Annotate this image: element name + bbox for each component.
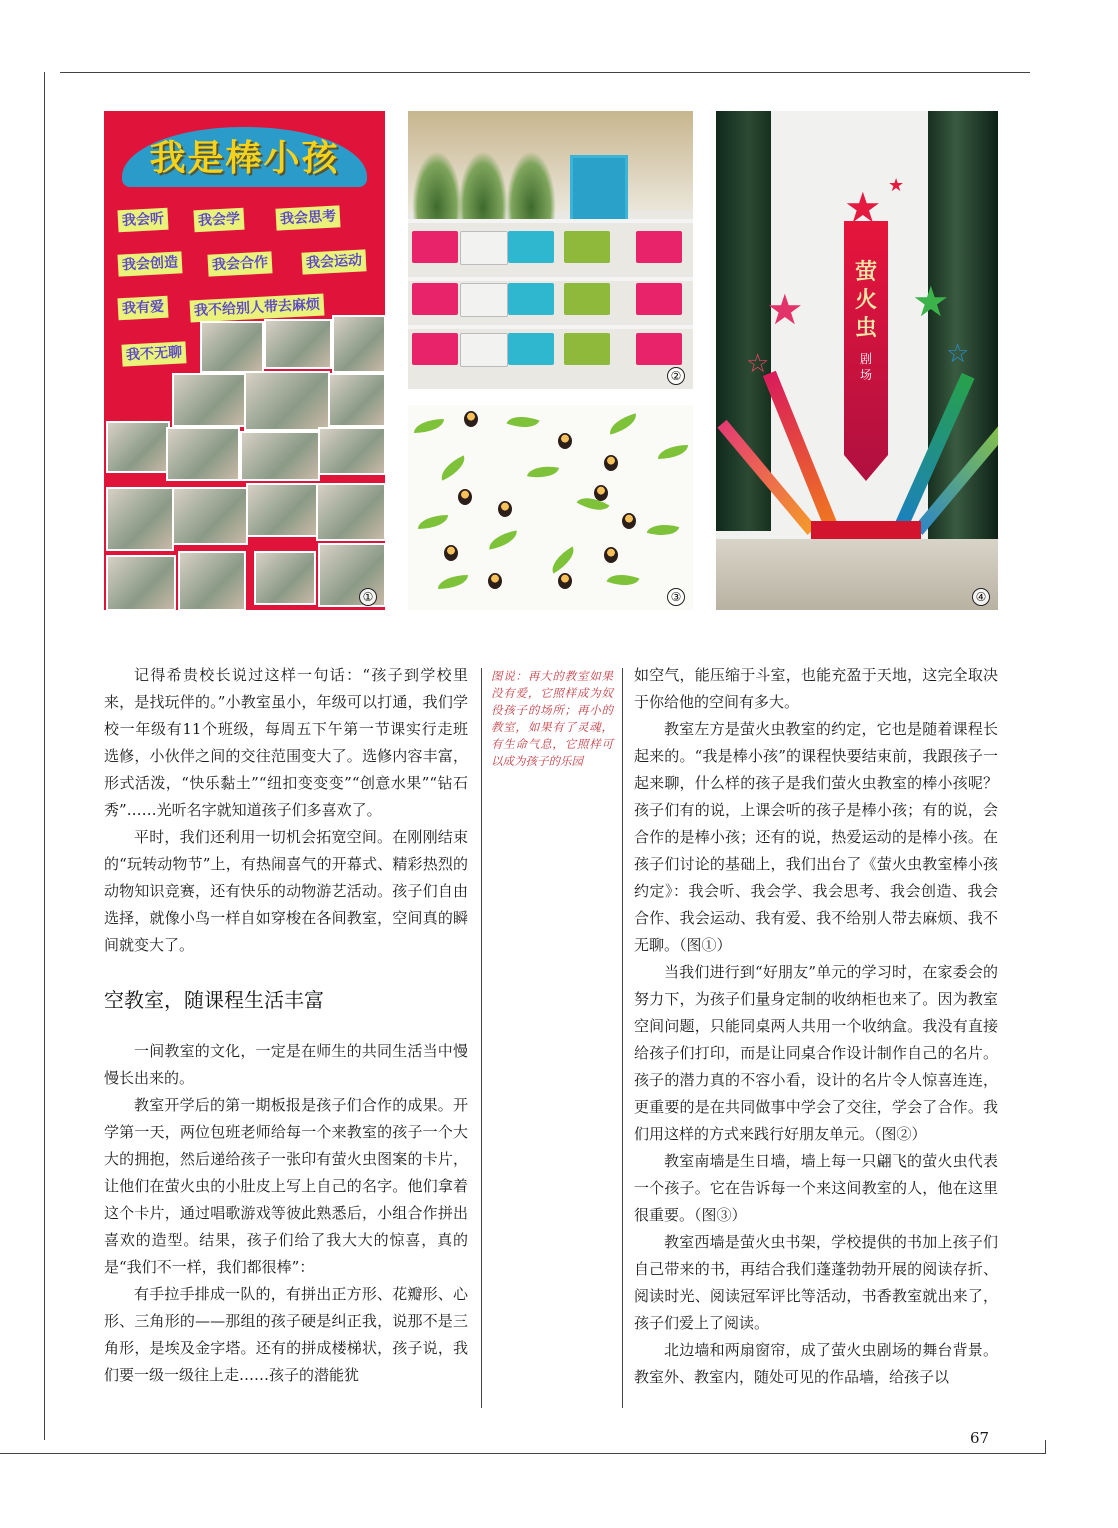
photo-3-birthday-wall — [408, 405, 693, 610]
paragraph: 教室西墙是萤火虫书架，学校提供的书加上孩子们自己带来的书，再结合我们蓬蓬勃勃开展的阅读存折、阅读时光、阅读冠军评比等活动，书香教室就出来了，孩子们爱上了阅读。 — [634, 1233, 998, 1332]
left-rule — [44, 72, 45, 1440]
star-icon: ★ — [844, 183, 882, 232]
firefly — [498, 501, 512, 517]
leaf — [607, 568, 640, 591]
leaf — [507, 410, 540, 433]
storage-bin — [564, 333, 610, 365]
figure-number: ④ — [972, 588, 990, 606]
storage-bin — [636, 283, 682, 315]
storage-bin — [460, 231, 508, 265]
paragraph: 教室南墙是生日墙，墙上每一只翩飞的萤火虫代表一个孩子。它在告诉每一个来这间教室的人，他在这里很重要。（图③） — [634, 1152, 998, 1224]
plant — [506, 151, 556, 221]
star-icon: ★ — [912, 277, 950, 326]
board-tag: 我有爱 — [117, 296, 168, 321]
class-photo — [254, 551, 316, 605]
paragraph: 平时，我们还利用一切机会拓宽空间。在刚刚结束的“玩转动物节”上，有热闹喜气的开幕式、精彩热烈的动物知识竞赛，还有快乐的动物游艺活动。孩子们自由选择，就像小鸟一样自如穿梭在各间教室，空间真的瞬间就变大了。 — [104, 828, 468, 954]
left-column-bottom — [104, 1038, 468, 1389]
pennant-base — [811, 521, 921, 539]
storage-bin — [508, 231, 554, 263]
right-column — [634, 662, 998, 1391]
plant — [458, 151, 508, 221]
picture-frame — [570, 155, 628, 223]
shelf — [408, 219, 693, 223]
page-number: 67 — [970, 1429, 990, 1447]
star-icon: ★ — [888, 175, 905, 196]
star-icon: ☆ — [746, 349, 770, 379]
bookshelf — [716, 539, 998, 610]
storage-bin — [412, 333, 458, 365]
star-icon: ★ — [766, 285, 804, 334]
class-photo — [240, 431, 320, 481]
storage-bin — [508, 283, 554, 315]
shelf — [408, 277, 693, 281]
photo-1-bulletin-board — [104, 111, 385, 610]
leaf — [607, 413, 640, 434]
paragraph: 北边墙和两扇窗帘，成了萤火虫剧场的舞台背景。教室外、教室内，随处可见的作品墙，给孩子以 — [634, 1341, 998, 1386]
firefly — [464, 411, 478, 427]
firefly — [458, 489, 472, 505]
shelf — [408, 325, 693, 329]
class-photo — [244, 371, 330, 431]
leaf — [487, 531, 519, 550]
firefly — [444, 545, 458, 561]
leaf — [418, 515, 448, 529]
class-photo — [332, 315, 385, 373]
firefly — [488, 573, 502, 589]
storage-bin — [508, 333, 554, 365]
bottom-rule — [0, 1453, 1045, 1454]
photo-caption: 图说：再大的教室如果没有爱，它照样成为奴役孩子的场所；再小的教室，如果有了灵魂，有生命气息，它照样可以成为孩子的乐园 — [491, 669, 613, 768]
class-photo — [318, 427, 385, 475]
class-photo — [172, 487, 248, 545]
storage-bin — [636, 333, 682, 365]
class-photo — [106, 555, 176, 610]
class-photo — [166, 427, 240, 481]
board-tag: 我不给别人带去麻烦 — [190, 294, 325, 323]
theater-sign-title: 萤 火 虫 — [854, 260, 877, 341]
section-heading: 空教室，随课程生活丰富 — [104, 988, 324, 1012]
paragraph: 有手拉手排成一队的，有拼出正方形、花瓣形、心形、三角形的——那组的孩子硬是纠正我，说那不是三角形，是埃及金字塔。还有的拼成楼梯状，孩子说，我们要一级一级往上走……孩子的潜能犹 — [104, 1285, 468, 1384]
storage-bin — [412, 283, 458, 315]
leaf — [438, 575, 468, 589]
class-photo — [328, 373, 385, 427]
class-photo — [246, 483, 318, 537]
leaf — [436, 455, 469, 480]
class-photo — [178, 551, 246, 610]
paragraph: 教室左方是萤火虫教室的约定，它也是随着课程长起来的。“我是棒小孩”的课程快要结束前，我跟孩子一起来聊，什么样的孩子是我们萤火虫教室的棒小孩呢？孩子们有的说，上课会听的孩子是棒小孩；有的说，会合作的是棒小孩；还有的说，热爱运动的是棒小孩。在孩子们讨论的基础上，我们出台了《萤火虫教室棒小孩约定》：我会听、我会学、我会思考、我会创造、我会合作、我会运动、我有爱、我不给别人带去麻烦、我不无聊。（图①） — [634, 720, 998, 954]
storage-bin — [412, 231, 458, 263]
leaf — [658, 445, 688, 459]
firefly — [622, 513, 636, 529]
board-banner: 我是棒小孩 — [122, 127, 367, 187]
firefly — [558, 433, 572, 449]
class-photo — [172, 373, 246, 427]
paragraph: 教室开学后的第一期板报是孩子们合作的成果。开学第一天，两位包班老师给每一个来教室的孩子一个大大的拥抱，然后递给孩子一张印有萤火虫图案的卡片，让他们在萤火虫的小肚皮上写上自己的名字。他们拿着这个卡片，通过唱歌游戏等彼此熟悉后，小组合作拼出喜欢的造型。结果，孩子们给了我大大的惊喜，真的是“我们不一样，我们都很棒”： — [104, 1096, 468, 1276]
storage-bin — [460, 283, 508, 317]
class-photo — [200, 321, 264, 373]
leaf — [547, 546, 580, 573]
leaf — [527, 463, 559, 482]
firefly — [558, 573, 572, 589]
leaf — [414, 419, 444, 433]
figure-number: ① — [359, 588, 377, 606]
figure-number: ② — [667, 367, 685, 385]
firefly — [604, 547, 618, 563]
theater-sign-subtitle: 剧 场 — [859, 352, 872, 382]
board-tag: 我会思考 — [275, 205, 340, 230]
board-tag: 我不无聊 — [121, 341, 186, 366]
class-photo — [106, 421, 170, 473]
photo-4-firefly-theater — [716, 111, 998, 610]
board-tag: 我会听 — [117, 208, 168, 233]
storage-bin — [460, 333, 508, 367]
paragraph: 当我们进行到“好朋友”单元的学习时，在家委会的努力下，为孩子们量身定制的收纳柜也来了。因为教室空间问题，只能同桌两人共用一个收纳盒。我没有直接给孩子们打印，而是让同桌合作设计制作自己的名片。孩子的潜力真的不容小看，设计的名片令人惊喜连连，更重要的是在共同做事中学会了交往，学会了合作。我们用这样的方式来践行好朋友单元。（图②） — [634, 963, 998, 1143]
column-divider — [622, 668, 623, 1408]
class-photo — [316, 483, 385, 541]
class-photo — [264, 319, 332, 369]
class-photo — [106, 487, 174, 551]
top-rule — [60, 72, 1030, 73]
storage-bin — [564, 283, 610, 315]
board-tag: 我会创造 — [117, 251, 182, 276]
left-column-top — [104, 662, 468, 959]
column-divider — [481, 668, 482, 1408]
storage-bin — [564, 231, 610, 263]
board-tag: 我会学 — [193, 208, 244, 233]
storage-bin — [636, 231, 682, 263]
paragraph: 一间教室的文化，一定是在师生的共同生活当中慢慢长出来的。 — [104, 1042, 468, 1087]
right-rule-tick — [1045, 1440, 1046, 1454]
paragraph: 如空气，能压缩于斗室，也能充盈于天地，这完全取决于你给他的空间有多大。 — [634, 666, 998, 711]
firefly — [604, 455, 618, 471]
figure-number: ③ — [667, 588, 685, 606]
leaf — [647, 519, 680, 540]
board-tag: 我会运动 — [301, 249, 366, 274]
firefly — [594, 485, 608, 501]
paragraph: 记得希贵校长说过这样一句话：“孩子到学校里来，是找玩伴的。”小教室虽小，年级可以打通，我们学校一年级有11个班级，每周五下午第一节课实行走班选修，小伙伴之间的交往范围变大了。选修内容丰富，形式活泼，“快乐黏土”“纽扣变变变”“创意水果”“钻石秀”……光听名字就知道孩子们多喜欢了。 — [104, 666, 468, 819]
photo-2-storage-cabinet — [408, 111, 693, 389]
plant — [412, 151, 462, 221]
board-tag: 我会合作 — [207, 251, 272, 276]
star-icon: ☆ — [946, 339, 970, 369]
